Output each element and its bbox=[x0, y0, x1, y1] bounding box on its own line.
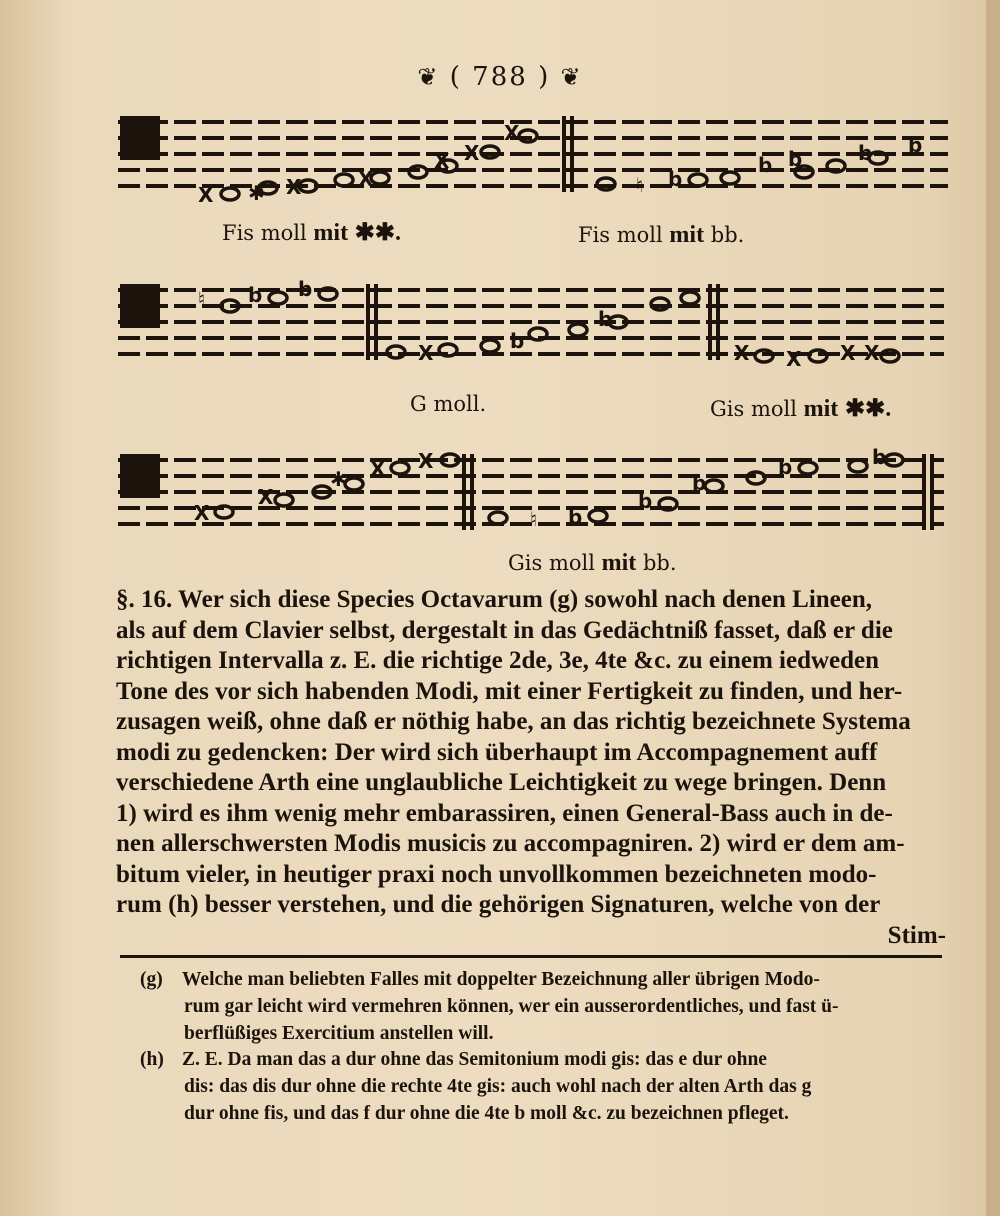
example-caption-2: Fis moll mit bb. bbox=[578, 222, 745, 248]
footnote-divider bbox=[120, 955, 942, 958]
example-caption-1: Fis moll mit ✱✱. bbox=[222, 220, 401, 246]
paragraph-section-16 bbox=[116, 585, 946, 951]
svg-text:♮: ♮ bbox=[636, 173, 644, 197]
svg-text:X: X bbox=[864, 341, 880, 365]
ornament-right-icon: ❦ bbox=[560, 63, 583, 91]
body-line: richtigen Intervalla z. E. die richtige 2de, 3e, 4te &c. zu einem iedweden bbox=[116, 647, 880, 674]
svg-text:X: X bbox=[786, 347, 802, 371]
svg-text:b: b bbox=[510, 329, 525, 353]
body-line: Tone des vor sich habenden Modi, mit einer Fertigkeit zu finden, und her- bbox=[116, 677, 903, 705]
svg-text:X: X bbox=[286, 175, 302, 199]
svg-text:X: X bbox=[358, 167, 374, 191]
footnote-h bbox=[140, 1046, 940, 1127]
svg-text:♮: ♮ bbox=[530, 507, 538, 531]
body-line: nen allerschwersten Modis musicis zu accompagniren. 2) wird er dem am- bbox=[116, 830, 905, 857]
catchword: Stim- bbox=[887, 921, 946, 949]
body-line: zusagen weiß, ohne daß er nöthig habe, an das richtig bezeichnete Systema bbox=[116, 708, 911, 735]
svg-text:b: b bbox=[668, 167, 683, 191]
footnote-line: dur ohne fis, und das f dur ohne die 4te b moll &c. zu bezeichnen pfleget. bbox=[184, 1103, 789, 1124]
example-caption-5: Gis moll mit bb. bbox=[508, 550, 677, 576]
music-staff-row-1 bbox=[118, 108, 948, 208]
svg-text:X: X bbox=[464, 141, 480, 165]
footnote-line: rum gar leicht wird vermehren können, wer ein ausserordentliches, und fast ü- bbox=[184, 996, 839, 1017]
body-line: als auf dem Clavier selbst, dergestalt in das Gedächtniß fasset, daß er die bbox=[116, 616, 893, 644]
body-line: rum (h) besser verstehen, und die gehörigen Signaturen, welche von der bbox=[116, 891, 881, 918]
svg-text:b: b bbox=[568, 505, 583, 529]
ornament-left-icon: ❦ bbox=[417, 63, 440, 91]
svg-text:b: b bbox=[298, 277, 313, 301]
footnote-line: dis: das dis dur ohne die rechte 4te gis: auch wohl nach der alten Arth das g bbox=[184, 1076, 812, 1097]
svg-text:b: b bbox=[598, 307, 613, 331]
page-edge bbox=[986, 0, 1000, 1216]
svg-text:X: X bbox=[198, 183, 214, 207]
svg-text:✱: ✱ bbox=[330, 467, 347, 491]
music-staff-row-3 bbox=[118, 446, 944, 546]
example-caption-3: G moll. bbox=[410, 392, 487, 416]
svg-text:X: X bbox=[434, 149, 450, 173]
example-caption-4: Gis moll mit ✱✱. bbox=[710, 396, 892, 422]
footnote-mark: (g) bbox=[140, 969, 163, 990]
svg-text:b: b bbox=[788, 147, 803, 171]
music-staff-row-2 bbox=[118, 276, 944, 376]
footnote-line: berflüßiges Exercitium anstellen will. bbox=[184, 1023, 494, 1044]
svg-text:b: b bbox=[858, 141, 873, 165]
svg-text:X: X bbox=[370, 457, 386, 481]
footnote-g bbox=[140, 966, 940, 1047]
svg-text:b: b bbox=[248, 283, 263, 307]
svg-text:X: X bbox=[504, 121, 520, 145]
svg-text:X: X bbox=[418, 449, 434, 473]
body-line: §. 16. Wer sich diese Species Octavarum (g) sowohl nach denen Lineen, bbox=[116, 586, 873, 613]
svg-text:b: b bbox=[692, 471, 707, 495]
svg-text:✱: ✱ bbox=[248, 181, 265, 205]
svg-text:b: b bbox=[778, 455, 793, 479]
body-line: modi zu gedencken: Der wird sich überhaupt im Accompagnement auff bbox=[116, 738, 878, 766]
svg-text:X: X bbox=[840, 341, 856, 365]
svg-text:b: b bbox=[872, 446, 887, 469]
page-header bbox=[0, 62, 1000, 92]
body-line: verschiedene Arth eine unglaubliche Leichtigkeit zu wege bringen. Denn bbox=[116, 769, 887, 796]
svg-text:X: X bbox=[418, 341, 434, 365]
page-number: ( 788 ) bbox=[449, 62, 551, 92]
footnote-line: (h) Z. E. Da man das a dur ohne das Semitonium modi gis: das e dur ohne bbox=[140, 1046, 940, 1073]
svg-text:X: X bbox=[734, 341, 750, 365]
svg-text:b: b bbox=[908, 133, 923, 157]
svg-text:♮: ♮ bbox=[198, 287, 206, 311]
footnote-mark: (h) bbox=[140, 1049, 164, 1070]
footnote-line: (g) Welche man beliebten Falles mit doppelter Bezeichnung aller übrigen Modo- bbox=[140, 966, 940, 993]
body-line: bitum vieler, in heutiger praxi noch unvollkommen bezeichneten modo- bbox=[116, 860, 877, 888]
body-line: 1) wird es ihm wenig mehr embarassiren, einen General-Bass auch in de- bbox=[116, 799, 893, 827]
svg-text:b: b bbox=[758, 153, 773, 177]
svg-text:b: b bbox=[638, 489, 653, 513]
svg-text:X: X bbox=[258, 485, 274, 509]
svg-text:X: X bbox=[194, 501, 210, 525]
